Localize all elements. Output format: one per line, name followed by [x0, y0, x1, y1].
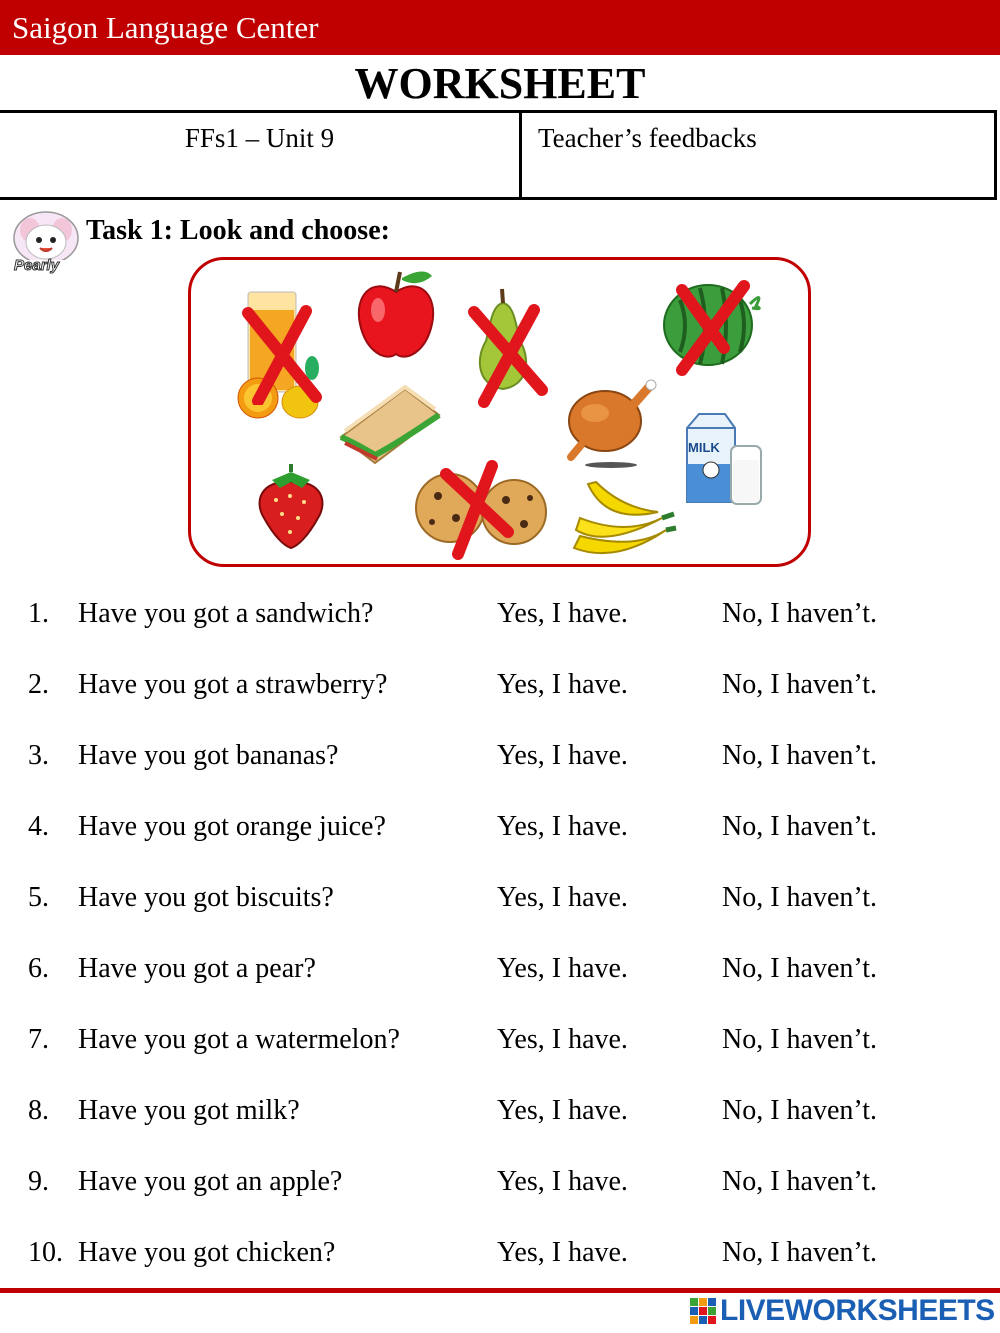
answer-yes-option[interactable]: Yes, I have. — [497, 1237, 628, 1268]
question-text: Have you got milk? — [78, 1095, 300, 1126]
answer-no-option[interactable]: No, I haven’t. — [722, 1237, 877, 1268]
answer-yes-option[interactable]: Yes, I have. — [497, 953, 628, 984]
question-number: 6. — [28, 953, 49, 984]
answer-no-option[interactable]: No, I haven’t. — [722, 598, 877, 629]
footer-divider — [0, 1288, 1000, 1293]
page-title: WORKSHEET — [354, 59, 646, 108]
answer-yes-option[interactable]: Yes, I have. — [497, 669, 628, 700]
cross-mark-icon — [236, 305, 326, 405]
milk-carton-label: MILK — [688, 440, 720, 455]
answer-yes-option[interactable]: Yes, I have. — [497, 882, 628, 913]
question-number: 2. — [28, 669, 49, 700]
sandwich-icon — [335, 385, 445, 465]
question-number: 4. — [28, 811, 49, 842]
brand-name: LIVEWORKSHEETS — [720, 1294, 995, 1327]
question-text: Have you got biscuits? — [78, 882, 334, 913]
answer-yes-option[interactable]: Yes, I have. — [497, 598, 628, 629]
answer-yes-option[interactable]: Yes, I have. — [497, 811, 628, 842]
answer-no-option[interactable]: No, I haven’t. — [722, 1024, 877, 1055]
answer-yes-option[interactable]: Yes, I have. — [497, 740, 628, 771]
question-number: 8. — [28, 1095, 49, 1126]
info-table — [0, 110, 997, 200]
header-bar — [0, 0, 1000, 55]
mascot-label: Pearly — [14, 257, 60, 274]
strawberry-icon — [252, 462, 330, 550]
question-text: Have you got a sandwich? — [78, 598, 374, 629]
unit-cell: FFs1 – Unit 9 — [0, 113, 522, 197]
question-number: 9. — [28, 1166, 49, 1197]
question-text: Have you got a pear? — [78, 953, 316, 984]
answer-yes-option[interactable]: Yes, I have. — [497, 1024, 628, 1055]
question-text: Have you got orange juice? — [78, 811, 386, 842]
answer-no-option[interactable]: No, I haven’t. — [722, 1095, 877, 1126]
feedback-cell: Teacher’s feedbacks — [538, 123, 757, 153]
answer-no-option[interactable]: No, I haven’t. — [722, 740, 877, 771]
answer-no-option[interactable]: No, I haven’t. — [722, 669, 877, 700]
question-text: Have you got bananas? — [78, 740, 339, 771]
answer-no-option[interactable]: No, I haven’t. — [722, 811, 877, 842]
cross-mark-icon — [430, 460, 516, 560]
answer-yes-option[interactable]: Yes, I have. — [497, 1095, 628, 1126]
question-number: 5. — [28, 882, 49, 913]
liveworksheets-logo-icon — [690, 1298, 716, 1324]
question-text: Have you got a strawberry? — [78, 669, 388, 700]
question-number: 3. — [28, 740, 49, 771]
roast-chicken-icon — [565, 375, 657, 470]
milk-icon — [683, 410, 765, 508]
answer-no-option[interactable]: No, I haven’t. — [722, 953, 877, 984]
apple-icon — [352, 266, 440, 362]
answer-no-option[interactable]: No, I haven’t. — [722, 1166, 877, 1197]
answer-yes-option[interactable]: Yes, I have. — [497, 1166, 628, 1197]
question-text: Have you got chicken? — [78, 1237, 336, 1268]
cross-mark-icon — [462, 302, 552, 408]
question-number: 1. — [28, 598, 49, 629]
question-number: 7. — [28, 1024, 49, 1055]
center-name: Saigon Language Center — [12, 10, 319, 45]
bananas-icon — [566, 478, 678, 560]
answer-no-option[interactable]: No, I haven’t. — [722, 882, 877, 913]
question-text: Have you got a watermelon? — [78, 1024, 400, 1055]
cross-mark-icon — [662, 278, 762, 378]
question-number: 10. — [28, 1237, 63, 1268]
task-label: Task 1: Look and choose: — [86, 215, 390, 246]
question-text: Have you got an apple? — [78, 1166, 343, 1197]
